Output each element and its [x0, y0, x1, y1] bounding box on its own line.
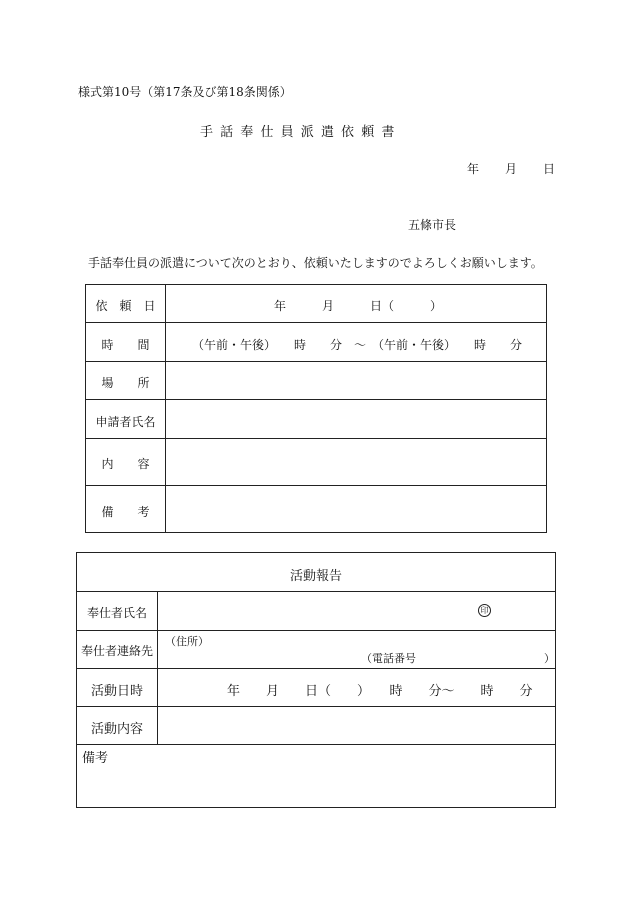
volunteer-name-label: 奉仕者氏名	[86, 606, 147, 620]
row-divider	[86, 361, 546, 362]
address-label: （住所）	[165, 635, 209, 648]
row-divider	[86, 438, 546, 439]
document-title: 手話奉仕員派遣依頼書	[200, 125, 402, 140]
volunteer-contact-label: 奉仕者連絡先	[80, 644, 153, 658]
activity-datetime-value[interactable]: 年 月 日（ ） 時 分～ 時 分	[227, 684, 533, 699]
content-label: 内 容	[101, 457, 150, 471]
request-table	[85, 284, 547, 533]
request-date-value[interactable]: 年 月 日（ ）	[274, 299, 443, 313]
phone-close: ）	[544, 652, 555, 665]
row-divider	[77, 630, 555, 631]
row-divider	[86, 399, 546, 400]
date-day: 日	[543, 162, 556, 176]
applicant-name-label: 申請者氏名	[95, 415, 156, 429]
row-divider	[77, 668, 555, 669]
activity-report-title: 活動報告	[289, 569, 342, 584]
row-divider	[86, 322, 546, 323]
seal-mark: 印	[478, 604, 491, 617]
phone-label: （電話番号	[361, 652, 416, 665]
time-value[interactable]: （午前・午後） 時 分 ～ （午前・午後） 時 分	[192, 338, 523, 352]
date-year: 年	[467, 162, 480, 176]
row-divider	[86, 485, 546, 486]
report-remarks-label: 備考	[82, 751, 109, 766]
date-line	[467, 160, 555, 177]
form-number: 様式第10号（第17条及び第18条関係）	[78, 85, 292, 99]
column-divider	[157, 591, 158, 744]
row-divider	[77, 744, 555, 745]
remarks-label: 備 考	[101, 505, 150, 519]
activity-content-label: 活動内容	[90, 722, 143, 737]
row-divider	[77, 706, 555, 707]
activity-report-table	[76, 552, 556, 808]
recipient: 五條市長	[408, 218, 457, 232]
row-divider	[77, 591, 555, 592]
date-month: 月	[505, 162, 518, 176]
activity-datetime-label: 活動日時	[90, 684, 143, 699]
place-label: 場 所	[101, 376, 150, 390]
time-label: 時 間	[101, 338, 150, 352]
request-date-label: 依 頼 日	[95, 299, 156, 313]
intro-text: 手話奉仕員の派遣について次のとおり、依頼いたしますのでよろしくお願いします。	[88, 256, 543, 270]
